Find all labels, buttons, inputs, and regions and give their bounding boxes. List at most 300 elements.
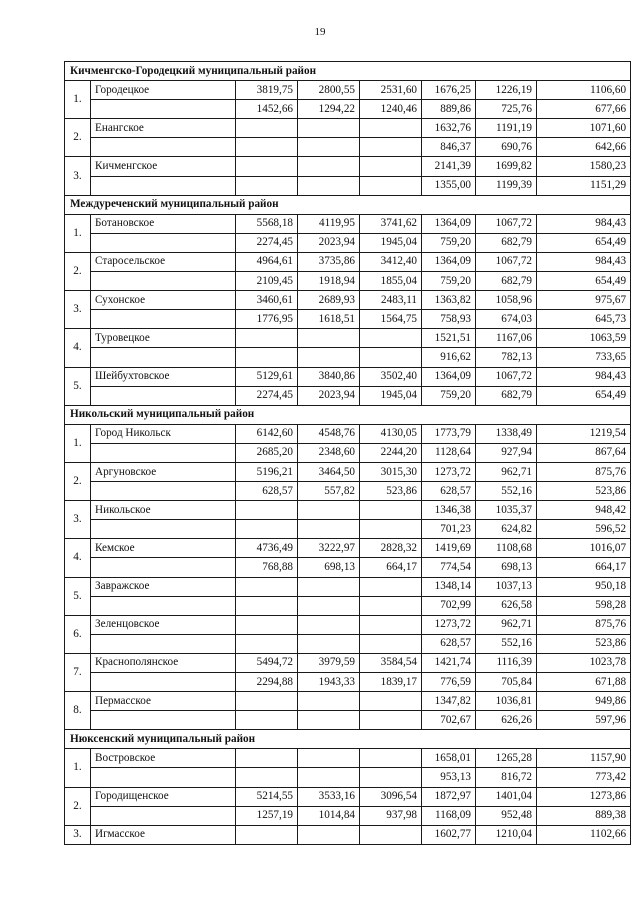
settlement-name-empty	[91, 520, 236, 539]
tariff-value: 867,64	[537, 443, 631, 462]
table-row	[65, 692, 631, 711]
row-number: 2.	[65, 119, 91, 157]
row-number: 3.	[65, 157, 91, 195]
table-row	[65, 386, 631, 405]
row-number: 3.	[65, 825, 91, 844]
tariff-value	[236, 138, 298, 157]
tariff-value: 782,13	[476, 348, 537, 367]
row-number: 2.	[65, 787, 91, 825]
settlement-name-empty	[91, 176, 236, 195]
tariff-value: 2109,45	[236, 272, 298, 291]
tariff-value: 690,76	[476, 138, 537, 157]
tariff-value	[236, 157, 298, 176]
tariff-value: 4119,95	[298, 214, 360, 233]
tariff-value: 1265,28	[476, 749, 537, 768]
table-row	[65, 81, 631, 100]
section-title: Междуреченский муниципальный район	[65, 195, 631, 214]
row-number: 2.	[65, 252, 91, 290]
tariff-value: 949,86	[537, 692, 631, 711]
tariff-value: 1918,94	[298, 272, 360, 291]
tariff-value: 705,84	[476, 673, 537, 692]
tariff-value	[360, 768, 422, 787]
tariff-value: 626,26	[476, 711, 537, 730]
tariff-value: 1014,84	[298, 806, 360, 825]
tariff-value: 3979,59	[298, 653, 360, 672]
settlement-name: Пермасское	[91, 692, 236, 711]
table-row	[65, 367, 631, 386]
tariff-value: 702,99	[422, 596, 476, 615]
tariff-value: 2800,55	[298, 81, 360, 100]
tariff-value: 1063,59	[537, 329, 631, 348]
table-row	[65, 272, 631, 291]
settlement-name: Аргуновское	[91, 462, 236, 481]
tariff-value: 1943,33	[298, 673, 360, 692]
tariff-value: 950,18	[537, 577, 631, 596]
tariff-value: 523,86	[537, 634, 631, 653]
settlement-name-empty	[91, 386, 236, 405]
tariff-value: 698,13	[298, 558, 360, 577]
table-row	[65, 634, 631, 653]
tariff-value: 4548,76	[298, 424, 360, 443]
tariff-value: 927,94	[476, 443, 537, 462]
tariff-value: 2828,32	[360, 539, 422, 558]
tariff-value: 984,43	[537, 214, 631, 233]
row-number: 5.	[65, 367, 91, 405]
tariff-value: 889,38	[537, 806, 631, 825]
tariff-value: 682,79	[476, 272, 537, 291]
tariff-value: 1035,37	[476, 501, 537, 520]
table-row	[65, 596, 631, 615]
tariff-value: 1294,22	[298, 100, 360, 119]
tariff-value	[236, 749, 298, 768]
tariff-value: 642,66	[537, 138, 631, 157]
tariff-value: 1618,51	[298, 310, 360, 329]
tariff-value	[298, 119, 360, 138]
tariff-value	[360, 501, 422, 520]
settlement-name-empty	[91, 768, 236, 787]
tariff-table	[64, 61, 631, 845]
tariff-value: 3741,62	[360, 214, 422, 233]
tariff-value: 6142,60	[236, 424, 298, 443]
tariff-value: 2141,39	[422, 157, 476, 176]
tariff-value: 1191,19	[476, 119, 537, 138]
tariff-value: 3533,16	[298, 787, 360, 806]
page-number: 19	[314, 26, 326, 38]
tariff-value: 1945,04	[360, 386, 422, 405]
tariff-value: 1116,39	[476, 653, 537, 672]
settlement-name: Зеленцовское	[91, 615, 236, 634]
tariff-value: 596,52	[537, 520, 631, 539]
tariff-value: 1102,66	[537, 825, 631, 844]
tariff-value: 952,48	[476, 806, 537, 825]
tariff-value	[298, 176, 360, 195]
tariff-value: 774,54	[422, 558, 476, 577]
tariff-value: 1347,82	[422, 692, 476, 711]
tariff-value: 1106,60	[537, 81, 631, 100]
tariff-value: 682,79	[476, 233, 537, 252]
tariff-value	[236, 634, 298, 653]
tariff-value: 3096,54	[360, 787, 422, 806]
tariff-value	[298, 749, 360, 768]
tariff-value: 4736,49	[236, 539, 298, 558]
tariff-value	[298, 692, 360, 711]
tariff-value: 1199,39	[476, 176, 537, 195]
tariff-value: 1364,09	[422, 214, 476, 233]
table-row	[65, 520, 631, 539]
tariff-value: 5129,61	[236, 367, 298, 386]
tariff-value: 975,67	[537, 291, 631, 310]
tariff-value	[236, 692, 298, 711]
tariff-value: 523,86	[537, 482, 631, 501]
tariff-value: 984,43	[537, 367, 631, 386]
tariff-value: 962,71	[476, 615, 537, 634]
tariff-value: 1421,74	[422, 653, 476, 672]
settlement-name-empty	[91, 443, 236, 462]
settlement-name-empty	[91, 596, 236, 615]
table-row	[65, 482, 631, 501]
tariff-value: 5196,21	[236, 462, 298, 481]
tariff-value: 3412,40	[360, 252, 422, 271]
section-header-row	[65, 730, 631, 749]
tariff-value	[360, 329, 422, 348]
table-row	[65, 825, 631, 844]
tariff-value: 1855,04	[360, 272, 422, 291]
tariff-value: 4130,05	[360, 424, 422, 443]
tariff-value: 1219,54	[537, 424, 631, 443]
settlement-name-empty	[91, 310, 236, 329]
tariff-value: 1108,68	[476, 539, 537, 558]
tariff-value	[360, 634, 422, 653]
tariff-value: 2689,93	[298, 291, 360, 310]
tariff-value: 1364,09	[422, 367, 476, 386]
settlement-name: Шейбухтовское	[91, 367, 236, 386]
table-row	[65, 329, 631, 348]
tariff-value: 948,42	[537, 501, 631, 520]
tariff-value	[298, 520, 360, 539]
tariff-value: 664,17	[537, 558, 631, 577]
tariff-value	[236, 768, 298, 787]
tariff-value: 2294,88	[236, 673, 298, 692]
table-row	[65, 138, 631, 157]
tariff-value	[298, 825, 360, 844]
table-row	[65, 310, 631, 329]
table-row	[65, 252, 631, 271]
table-row	[65, 768, 631, 787]
tariff-value: 2348,60	[298, 443, 360, 462]
tariff-value: 1658,01	[422, 749, 476, 768]
settlement-name-empty	[91, 138, 236, 157]
section-header-row	[65, 195, 631, 214]
tariff-value	[360, 577, 422, 596]
tariff-value: 773,42	[537, 768, 631, 787]
settlement-name: Ботановское	[91, 214, 236, 233]
table-row	[65, 749, 631, 768]
tariff-value	[236, 520, 298, 539]
tariff-value: 654,49	[537, 272, 631, 291]
tariff-value: 1067,72	[476, 367, 537, 386]
tariff-value: 1419,69	[422, 539, 476, 558]
table-row	[65, 214, 631, 233]
tariff-value: 1023,78	[537, 653, 631, 672]
settlement-name: Игмасское	[91, 825, 236, 844]
tariff-value: 664,17	[360, 558, 422, 577]
tariff-value	[360, 615, 422, 634]
tariff-value: 654,49	[537, 386, 631, 405]
tariff-value: 552,16	[476, 482, 537, 501]
settlement-name: Старосельское	[91, 252, 236, 271]
settlement-name: Городищенское	[91, 787, 236, 806]
tariff-value: 523,86	[360, 482, 422, 501]
section-title: Нюксенский муниципальный район	[65, 730, 631, 749]
tariff-value: 1338,49	[476, 424, 537, 443]
settlement-name: Никольское	[91, 501, 236, 520]
tariff-value: 3015,30	[360, 462, 422, 481]
tariff-value	[236, 348, 298, 367]
tariff-value: 2531,60	[360, 81, 422, 100]
table-row	[65, 157, 631, 176]
tariff-value: 628,57	[422, 482, 476, 501]
settlement-name: Городецкое	[91, 81, 236, 100]
tariff-value: 768,88	[236, 558, 298, 577]
settlement-name-empty	[91, 233, 236, 252]
tariff-value	[360, 596, 422, 615]
tariff-value: 3460,61	[236, 291, 298, 310]
tariff-value: 937,98	[360, 806, 422, 825]
tariff-value	[236, 825, 298, 844]
tariff-value: 1364,09	[422, 252, 476, 271]
tariff-value	[360, 138, 422, 157]
tariff-value	[298, 577, 360, 596]
tariff-value: 3502,40	[360, 367, 422, 386]
tariff-value	[360, 749, 422, 768]
row-number: 1.	[65, 81, 91, 119]
settlement-name-empty	[91, 100, 236, 119]
tariff-value: 5568,18	[236, 214, 298, 233]
table-row	[65, 558, 631, 577]
tariff-value: 1699,82	[476, 157, 537, 176]
settlement-name: Кичменгское	[91, 157, 236, 176]
tariff-value: 759,20	[422, 386, 476, 405]
tariff-value: 626,58	[476, 596, 537, 615]
tariff-value	[360, 176, 422, 195]
tariff-value	[236, 615, 298, 634]
tariff-value: 1363,82	[422, 291, 476, 310]
tariff-value: 1945,04	[360, 233, 422, 252]
tariff-value: 776,59	[422, 673, 476, 692]
tariff-value: 3735,86	[298, 252, 360, 271]
table-body	[65, 62, 631, 845]
tariff-value: 846,37	[422, 138, 476, 157]
tariff-value: 628,57	[422, 634, 476, 653]
tariff-value: 2244,20	[360, 443, 422, 462]
tariff-value	[236, 119, 298, 138]
tariff-value	[360, 692, 422, 711]
row-number: 1.	[65, 424, 91, 462]
tariff-value	[298, 501, 360, 520]
table-row	[65, 348, 631, 367]
table-row	[65, 615, 631, 634]
tariff-value	[236, 596, 298, 615]
tariff-value	[298, 711, 360, 730]
tariff-value: 758,93	[422, 310, 476, 329]
tariff-value	[298, 329, 360, 348]
settlement-name-empty	[91, 482, 236, 501]
tariff-value: 674,03	[476, 310, 537, 329]
tariff-value: 1128,64	[422, 443, 476, 462]
tariff-value: 1564,75	[360, 310, 422, 329]
tariff-value: 953,13	[422, 768, 476, 787]
tariff-value: 701,23	[422, 520, 476, 539]
tariff-value: 1210,04	[476, 825, 537, 844]
table-row	[65, 577, 631, 596]
tariff-value: 816,72	[476, 768, 537, 787]
tariff-value: 597,96	[537, 711, 631, 730]
tariff-value: 725,76	[476, 100, 537, 119]
tariff-value	[236, 711, 298, 730]
tariff-value: 1521,51	[422, 329, 476, 348]
row-number: 3.	[65, 501, 91, 539]
tariff-value: 4964,61	[236, 252, 298, 271]
tariff-value: 2023,94	[298, 386, 360, 405]
tariff-value: 1401,04	[476, 787, 537, 806]
tariff-value: 3464,50	[298, 462, 360, 481]
table-row	[65, 462, 631, 481]
tariff-value: 1037,13	[476, 577, 537, 596]
tariff-value: 1346,38	[422, 501, 476, 520]
tariff-value: 1151,29	[537, 176, 631, 195]
tariff-value: 1355,00	[422, 176, 476, 195]
tariff-value: 1226,19	[476, 81, 537, 100]
tariff-value: 557,82	[298, 482, 360, 501]
settlement-name-empty	[91, 272, 236, 291]
tariff-value: 1067,72	[476, 214, 537, 233]
tariff-value: 1839,17	[360, 673, 422, 692]
tariff-value: 2685,20	[236, 443, 298, 462]
tariff-value: 5494,72	[236, 653, 298, 672]
section-title: Кичменгско-Городецкий муниципальный район	[65, 62, 631, 81]
tariff-value: 1676,25	[422, 81, 476, 100]
tariff-value: 1773,79	[422, 424, 476, 443]
row-number: 7.	[65, 653, 91, 691]
table-row	[65, 443, 631, 462]
row-number: 2.	[65, 462, 91, 500]
tariff-value: 598,28	[537, 596, 631, 615]
tariff-value: 3819,75	[236, 81, 298, 100]
settlement-name: Сухонское	[91, 291, 236, 310]
tariff-value	[236, 577, 298, 596]
table-row	[65, 176, 631, 195]
table-row	[65, 673, 631, 692]
tariff-value: 1273,72	[422, 615, 476, 634]
tariff-value: 552,16	[476, 634, 537, 653]
tariff-value: 2023,94	[298, 233, 360, 252]
tariff-value	[360, 520, 422, 539]
table-row	[65, 424, 631, 443]
tariff-value: 1168,09	[422, 806, 476, 825]
tariff-value: 1257,19	[236, 806, 298, 825]
row-number: 4.	[65, 329, 91, 367]
table-row	[65, 233, 631, 252]
tariff-value: 733,65	[537, 348, 631, 367]
row-number: 8.	[65, 692, 91, 730]
settlement-name: Кемское	[91, 539, 236, 558]
tariff-value	[236, 176, 298, 195]
tariff-value: 677,66	[537, 100, 631, 119]
settlement-name: Востровское	[91, 749, 236, 768]
table-row	[65, 539, 631, 558]
tariff-value: 1776,95	[236, 310, 298, 329]
tariff-value: 1071,60	[537, 119, 631, 138]
tariff-value: 1036,81	[476, 692, 537, 711]
tariff-value	[298, 615, 360, 634]
table-row	[65, 119, 631, 138]
tariff-value: 889,86	[422, 100, 476, 119]
table-row	[65, 806, 631, 825]
tariff-value: 916,62	[422, 348, 476, 367]
tariff-value: 2483,11	[360, 291, 422, 310]
tariff-value	[298, 768, 360, 787]
settlement-name-empty	[91, 634, 236, 653]
settlement-name-empty	[91, 673, 236, 692]
tariff-value: 698,13	[476, 558, 537, 577]
tariff-value: 1067,72	[476, 252, 537, 271]
tariff-value: 1167,06	[476, 329, 537, 348]
section-header-row	[65, 62, 631, 81]
tariff-value: 2274,45	[236, 386, 298, 405]
row-number: 4.	[65, 539, 91, 577]
settlement-name: Завражское	[91, 577, 236, 596]
tariff-value: 1872,97	[422, 787, 476, 806]
tariff-value: 654,49	[537, 233, 631, 252]
tariff-value: 3584,54	[360, 653, 422, 672]
tariff-value: 5214,55	[236, 787, 298, 806]
tariff-value	[236, 329, 298, 348]
settlement-name: Енангское	[91, 119, 236, 138]
table-row	[65, 711, 631, 730]
tariff-value: 628,57	[236, 482, 298, 501]
table-row	[65, 501, 631, 520]
tariff-value: 759,20	[422, 272, 476, 291]
tariff-value: 624,82	[476, 520, 537, 539]
tariff-value: 1016,07	[537, 539, 631, 558]
settlement-name: Туровецкое	[91, 329, 236, 348]
tariff-value: 1580,23	[537, 157, 631, 176]
row-number: 6.	[65, 615, 91, 653]
tariff-value: 875,76	[537, 615, 631, 634]
tariff-value	[360, 119, 422, 138]
tariff-value: 1273,72	[422, 462, 476, 481]
settlement-name-empty	[91, 806, 236, 825]
row-number: 3.	[65, 291, 91, 329]
tariff-value	[298, 138, 360, 157]
tariff-value	[236, 501, 298, 520]
tariff-value	[298, 596, 360, 615]
table-row	[65, 653, 631, 672]
settlement-name: Город Никольск	[91, 424, 236, 443]
row-number: 1.	[65, 749, 91, 787]
tariff-value: 671,88	[537, 673, 631, 692]
tariff-value: 1058,96	[476, 291, 537, 310]
tariff-value: 1348,14	[422, 577, 476, 596]
tariff-value: 2274,45	[236, 233, 298, 252]
tariff-value	[360, 711, 422, 730]
tariff-value: 984,43	[537, 252, 631, 271]
tariff-value: 1157,90	[537, 749, 631, 768]
settlement-name-empty	[91, 711, 236, 730]
table-row	[65, 787, 631, 806]
tariff-value: 1273,86	[537, 787, 631, 806]
tariff-value	[298, 157, 360, 176]
